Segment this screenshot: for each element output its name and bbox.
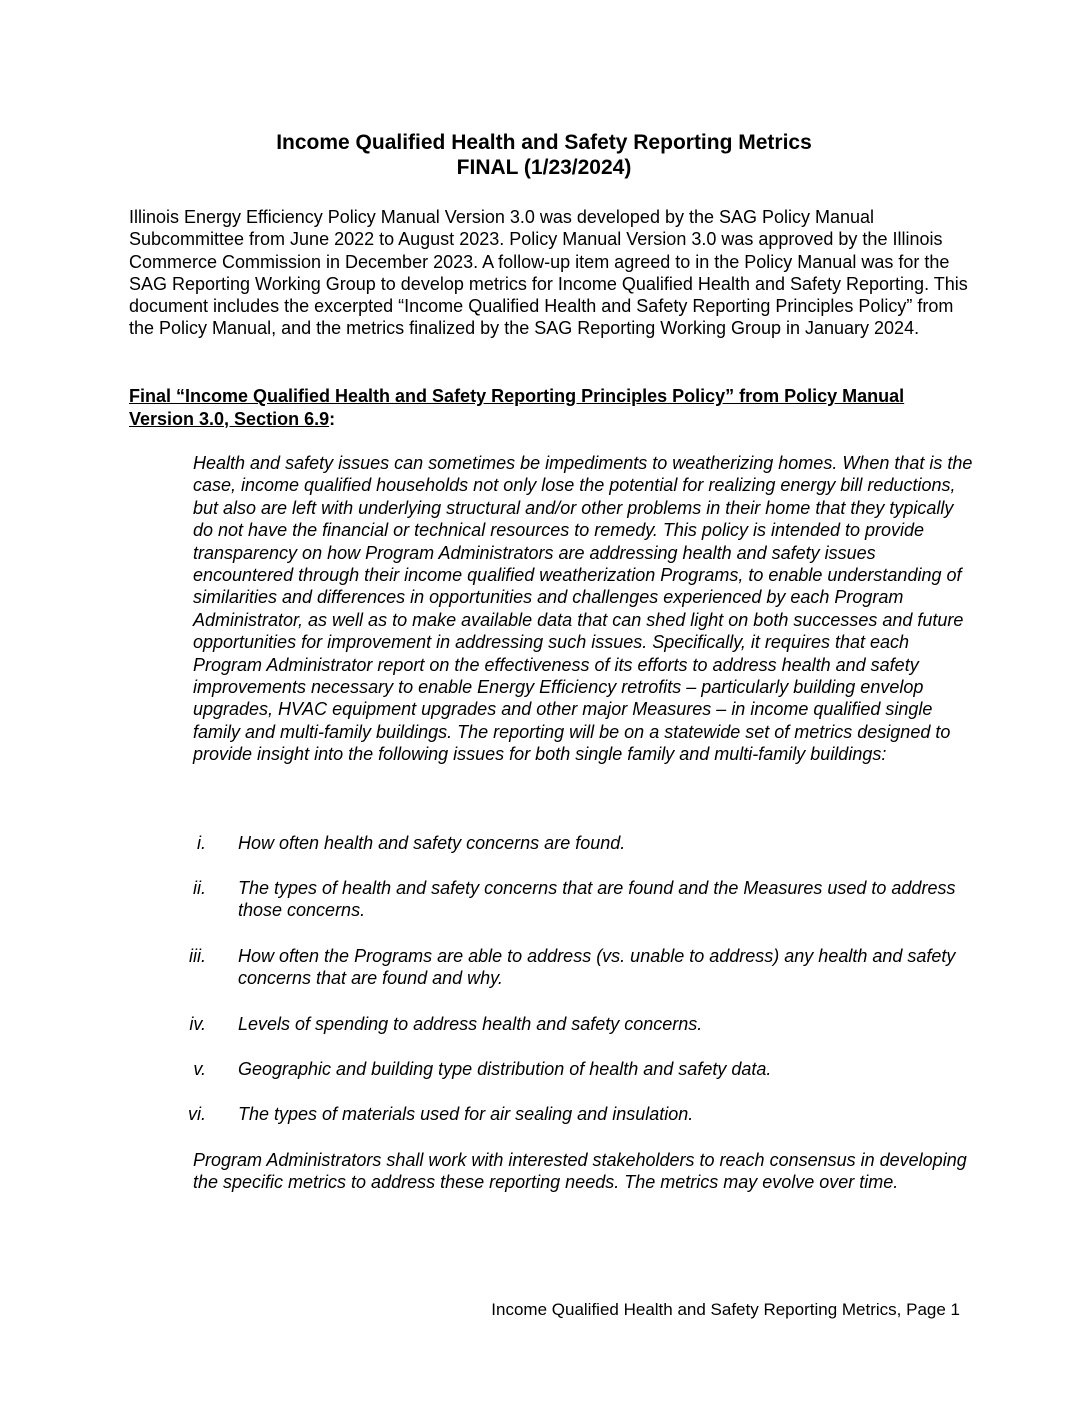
policy-paragraph: Health and safety issues can sometimes be impediments to weatherizing homes. When that is the case, income qualified households not only lose the potential for realizing energy bill reductions, but also are left with underlying structural and/or other problems in their home that they typically do not have the financial or technical resources to remedy. This policy is intended to provide transparency on how Program Administrators are addressing health and safety issues encountered through their income qualified weatherization Programs, to enable understanding of similarities and differences in opportunities and challenges experienced by each Program Administrator, as well as to make available data that can shed light on both successes and future opportunities for improvement in addressing such issues. Specifically, it requires that each Program Administrator report on the effectiveness of its efforts to address health and safety improvements necessary to enable Energy Efficiency retrofits – particularly building envelop upgrades, HVAC equipment upgrades and other major Measures – in income qualified single family and multi-family buildings. The reporting will be on a statewide set of metrics designed to provide insight into the following issues for both single family and multi-family buildings: bbox=[193, 453, 973, 765]
closing-paragraph: Program Administrators shall work with interested stakeholders to reach consensus in developing the specific metrics to address these reporting needs. The metrics may evolve over time. bbox=[193, 1150, 967, 1193]
list-item-text: The types of materials used for air sealing and insulation. bbox=[238, 1104, 694, 1124]
list-item-number: vi. bbox=[188, 1104, 206, 1124]
section-heading bbox=[129, 385, 949, 430]
list-item-number: v. bbox=[193, 1059, 206, 1079]
list-item-text: How often the Programs are able to address (vs. unable to address) any health and safety concerns that are found and why. bbox=[238, 946, 956, 989]
list-item-number: ii. bbox=[193, 878, 206, 898]
list-item-number: iv. bbox=[189, 1014, 206, 1034]
page-footer: Income Qualified Health and Safety Reporting Metrics, Page 1 bbox=[491, 1300, 960, 1319]
list-item-number: iii. bbox=[189, 946, 206, 966]
section-heading-colon: : bbox=[329, 408, 336, 429]
section-heading-text: Final “Income Qualified Health and Safety Reporting Principles Policy” from Policy Manual Version 3.0, Section 6.9 bbox=[129, 386, 905, 429]
intro-paragraph: Illinois Energy Efficiency Policy Manual Version 3.0 was developed by the SAG Policy Manual Subcommittee from June 2022 to August 2023. Policy Manual Version 3.0 was approved by the Illinois Commerce Commission in December 2023. A follow-up item agreed to in the Policy Manual was for the SAG Reporting Working Group to develop metrics for Income Qualified Health and Safety Reporting. This document includes the excerpted “Income Qualified Health and Safety Reporting Principles Policy” from the Policy Manual, and the metrics finalized by the SAG Reporting Working Group in January 2024. bbox=[129, 207, 968, 339]
list-item-number: i. bbox=[197, 833, 206, 853]
list-item-text: The types of health and safety concerns that are found and the Measures used to address those concerns. bbox=[238, 878, 956, 921]
list-item-text: How often health and safety concerns are found. bbox=[238, 833, 626, 853]
list-item-text: Geographic and building type distribution of health and safety data. bbox=[238, 1059, 772, 1079]
document-subtitle: FINAL (1/23/2024) bbox=[456, 156, 632, 179]
list-item-text: Levels of spending to address health and safety concerns. bbox=[238, 1014, 703, 1034]
document-title: Income Qualified Health and Safety Reporting Metrics bbox=[276, 131, 812, 154]
